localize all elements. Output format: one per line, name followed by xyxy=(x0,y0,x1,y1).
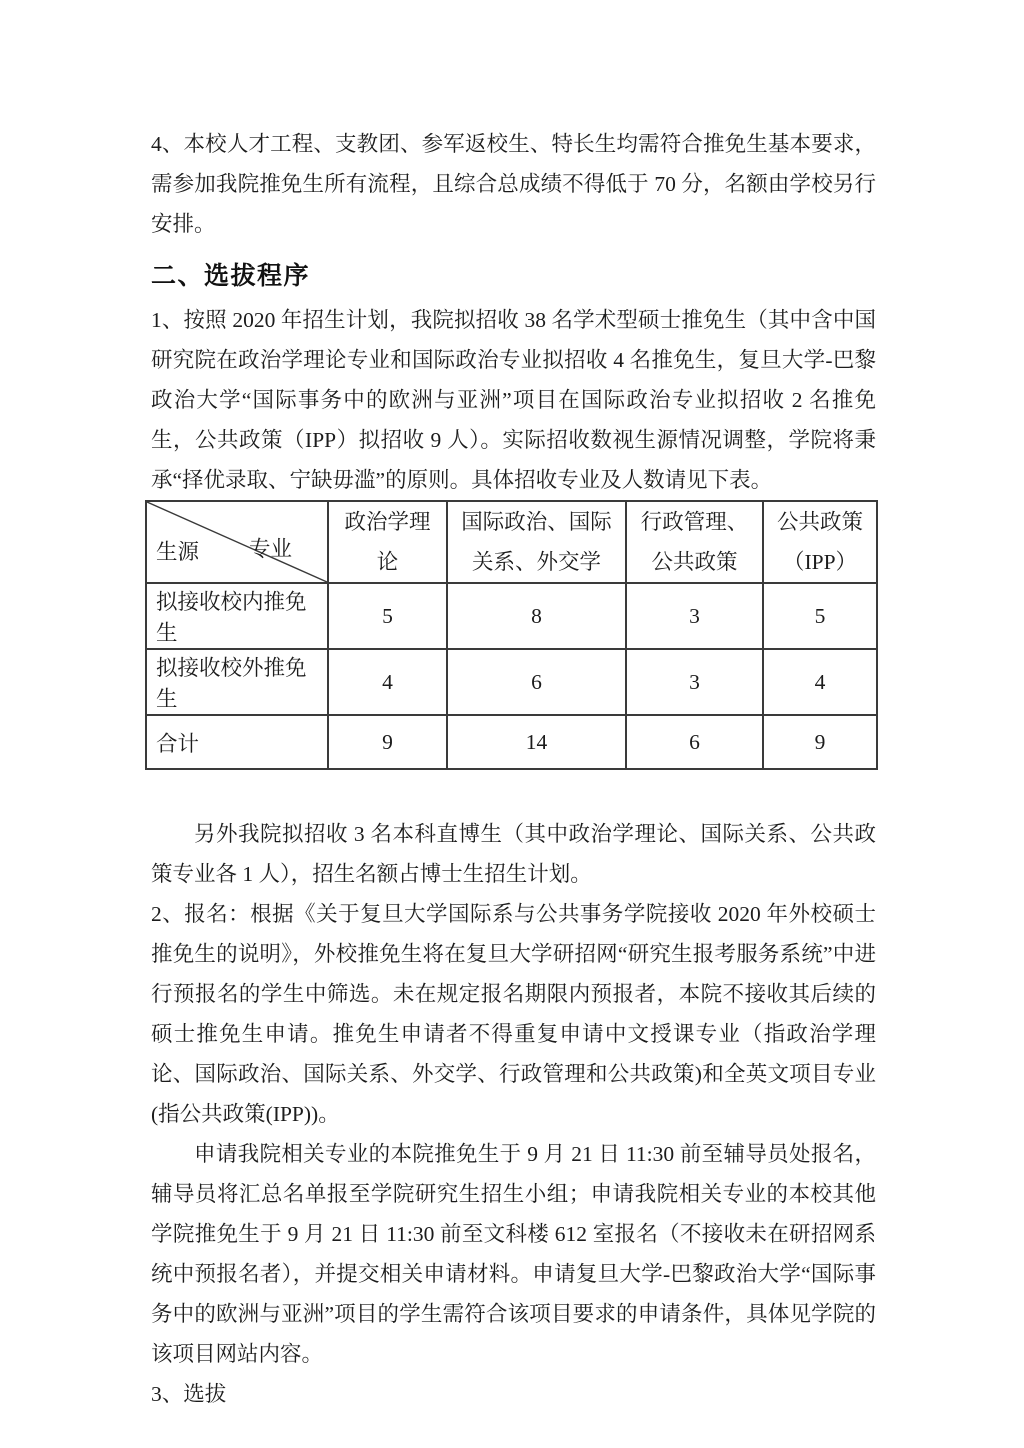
quota-table xyxy=(145,500,878,770)
quota-value: 9 xyxy=(328,715,447,769)
quota-value: 5 xyxy=(763,583,877,649)
quota-value: 6 xyxy=(626,715,763,769)
quota-value: 6 xyxy=(447,649,626,715)
quota-value: 14 xyxy=(447,715,626,769)
quota-value: 4 xyxy=(328,649,447,715)
corner-label-source: 生源 xyxy=(156,540,200,564)
paragraph-phd-admission: 另外我院拟招收 3 名本科直博生（其中政治学理论、国际关系、公共政策专业各 1 人），招生名额占博士生招生计划。 xyxy=(151,822,876,886)
paragraph-selection-heading: 3、选拔 xyxy=(151,1382,227,1406)
row-label: 合计 xyxy=(146,715,328,769)
quota-value: 3 xyxy=(626,649,763,715)
column-header-international-politics: 国际政治、国际关系、外交学 xyxy=(447,501,626,583)
row-label: 拟接收校内推免生 xyxy=(146,583,328,649)
row-label: 拟接收校外推免生 xyxy=(146,649,328,715)
table-row-external-candidates xyxy=(146,649,877,715)
table-row-internal-candidates xyxy=(146,583,877,649)
quota-value: 4 xyxy=(763,649,877,715)
section-heading: 二、选拔程序 xyxy=(151,262,311,290)
quota-value: 8 xyxy=(447,583,626,649)
quota-value: 9 xyxy=(763,715,877,769)
quota-value: 5 xyxy=(328,583,447,649)
paragraph-application-details: 申请我院相关专业的本院推免生于 9 月 21 日 11:30 前至辅导员处报名，辅导员将汇总名单报至学院研究生招生小组；申请我院相关专业的本校其他学院推免生于 9 月 21 日 11:30 前至文科楼 612 室报名（不接收未在研招网系统中预报名者），并提交相关申请材料。申请复旦大学-巴黎政治大学“国际事务中的欧洲与亚洲”项目的学生需符合该项目要求的申请条件，具体见学院的该项目网站内容。 xyxy=(151,1142,876,1366)
paragraph-registration: 2、报名：根据《关于复旦大学国际系与公共事务学院接收 2020 年外校硕士推免生的说明》，外校推免生将在复旦大学研招网“研究生报考服务系统”中进行预报名的学生中筛选。未在规定报名期限内预报者，本院不接收其后续的硕士推免生申请。推免生申请者不得重复申请中文授课专业（指政治学理论、国际政治、国际关系、外交学、行政管理和公共政策)和全英文项目专业(指公共政策(IPP))。 xyxy=(151,902,876,1126)
paragraph-campus-programs: 4、本校人才工程、支教团、参军返校生、特长生均需符合推免生基本要求，需参加我院推免生所有流程，且综合总成绩不得低于 70 分，名额由学校另行安排。 xyxy=(151,132,876,236)
column-header-political-theory: 政治学理论 xyxy=(328,501,447,583)
quota-value: 3 xyxy=(626,583,763,649)
table-row-total xyxy=(146,715,877,769)
corner-label-major: 专业 xyxy=(249,537,293,561)
column-header-public-administration: 行政管理、公共政策 xyxy=(626,501,763,583)
quota-table-header-row xyxy=(146,501,877,583)
column-header-ipp: 公共政策（IPP） xyxy=(763,501,877,583)
paragraph-admission-plan: 1、按照 2020 年招生计划，我院拟招收 38 名学术型硕士推免生（其中含中国研究院在政治学理论专业和国际政治专业拟招收 4 名推免生，复旦大学-巴黎政治大学“国际事务中的欧洲与亚洲”项目在国际政治专业拟招收 2 名推免生，公共政策（IPP）拟招收 9 人）。实际招收数视生源情况调整，学院将秉承“择优录取、宁缺毋滥”的原则。具体招收专业及人数请见下表。 xyxy=(151,308,876,492)
quota-table-corner-cell xyxy=(146,501,328,583)
